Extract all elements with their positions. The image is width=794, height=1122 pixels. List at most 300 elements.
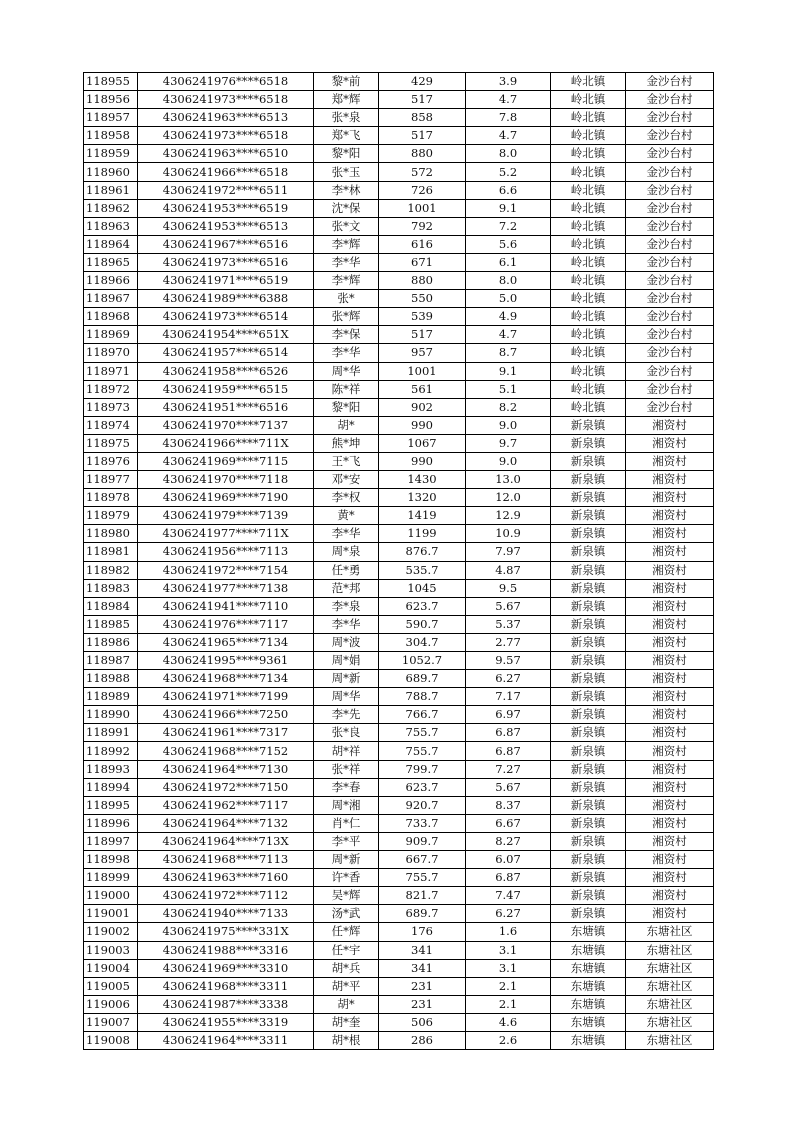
name-cell: 张* [314, 290, 379, 308]
id-number-cell: 4306241953****6519 [138, 199, 314, 217]
serial-no-cell: 118975 [84, 434, 138, 452]
value-cell: 2.6 [466, 1031, 551, 1049]
village-cell: 金沙台村 [626, 290, 714, 308]
id-number-cell: 4306241977****711X [138, 525, 314, 543]
name-cell: 胡*平 [314, 977, 379, 995]
table-row [84, 73, 714, 91]
value-cell: 5.67 [466, 597, 551, 615]
serial-no-cell: 118990 [84, 706, 138, 724]
village-cell: 湘资村 [626, 778, 714, 796]
id-number-cell: 4306241972****7112 [138, 887, 314, 905]
name-cell: 周*新 [314, 851, 379, 869]
name-cell: 沈*保 [314, 199, 379, 217]
amount-cell: 616 [379, 235, 466, 253]
name-cell: 黎*阳 [314, 398, 379, 416]
name-cell: 李*保 [314, 326, 379, 344]
id-number-cell: 4306241966****711X [138, 434, 314, 452]
table-row [84, 217, 714, 235]
serial-no-cell: 118979 [84, 507, 138, 525]
name-cell: 范*邦 [314, 579, 379, 597]
amount-cell: 821.7 [379, 887, 466, 905]
name-cell: 周*泉 [314, 543, 379, 561]
table-row [84, 1013, 714, 1031]
amount-cell: 990 [379, 452, 466, 470]
village-cell: 东塘社区 [626, 941, 714, 959]
value-cell: 9.1 [466, 362, 551, 380]
value-cell: 7.47 [466, 887, 551, 905]
town-cell: 岭北镇 [551, 127, 626, 145]
value-cell: 2.1 [466, 977, 551, 995]
id-number-cell: 4306241967****6516 [138, 235, 314, 253]
value-cell: 9.0 [466, 416, 551, 434]
table-row [84, 724, 714, 742]
table-row [84, 832, 714, 850]
village-cell: 湘资村 [626, 434, 714, 452]
name-cell: 黎*前 [314, 73, 379, 91]
id-number-cell: 4306241970****7137 [138, 416, 314, 434]
table-row [84, 398, 714, 416]
amount-cell: 550 [379, 290, 466, 308]
name-cell: 李*辉 [314, 235, 379, 253]
amount-cell: 517 [379, 91, 466, 109]
table-row [84, 543, 714, 561]
town-cell: 岭北镇 [551, 181, 626, 199]
value-cell: 5.0 [466, 290, 551, 308]
value-cell: 8.2 [466, 398, 551, 416]
table-row [84, 597, 714, 615]
table-row [84, 91, 714, 109]
village-cell: 东塘社区 [626, 923, 714, 941]
town-cell: 新泉镇 [551, 706, 626, 724]
table-row [84, 471, 714, 489]
value-cell: 9.5 [466, 579, 551, 597]
serial-no-cell: 118965 [84, 253, 138, 271]
value-cell: 4.9 [466, 308, 551, 326]
id-number-cell: 4306241976****6518 [138, 73, 314, 91]
value-cell: 4.7 [466, 326, 551, 344]
town-cell: 新泉镇 [551, 452, 626, 470]
serial-no-cell: 118989 [84, 688, 138, 706]
name-cell: 张*玉 [314, 163, 379, 181]
value-cell: 8.0 [466, 272, 551, 290]
value-cell: 6.87 [466, 869, 551, 887]
value-cell: 2.77 [466, 633, 551, 651]
id-number-cell: 4306241977****7138 [138, 579, 314, 597]
value-cell: 4.87 [466, 561, 551, 579]
village-cell: 湘资村 [626, 543, 714, 561]
table-row [84, 507, 714, 525]
village-cell: 东塘社区 [626, 959, 714, 977]
name-cell: 李*辉 [314, 272, 379, 290]
value-cell: 6.07 [466, 851, 551, 869]
town-cell: 岭北镇 [551, 109, 626, 127]
name-cell: 任*勇 [314, 561, 379, 579]
village-cell: 湘资村 [626, 760, 714, 778]
village-cell: 湘资村 [626, 851, 714, 869]
table-row [84, 362, 714, 380]
id-number-cell: 4306241963****6513 [138, 109, 314, 127]
id-number-cell: 4306241963****6510 [138, 145, 314, 163]
amount-cell: 858 [379, 109, 466, 127]
value-cell: 7.27 [466, 760, 551, 778]
town-cell: 新泉镇 [551, 615, 626, 633]
town-cell: 新泉镇 [551, 633, 626, 651]
serial-no-cell: 118957 [84, 109, 138, 127]
town-cell: 岭北镇 [551, 398, 626, 416]
serial-no-cell: 118992 [84, 742, 138, 760]
id-number-cell: 4306241964****7132 [138, 814, 314, 832]
table-row [84, 688, 714, 706]
village-cell: 湘资村 [626, 905, 714, 923]
serial-no-cell: 118981 [84, 543, 138, 561]
table-row [84, 163, 714, 181]
town-cell: 岭北镇 [551, 163, 626, 181]
value-cell: 9.0 [466, 452, 551, 470]
name-cell: 张*良 [314, 724, 379, 742]
id-number-cell: 4306241989****6388 [138, 290, 314, 308]
id-number-cell: 4306241955****3319 [138, 1013, 314, 1031]
amount-cell: 176 [379, 923, 466, 941]
id-number-cell: 4306241972****7154 [138, 561, 314, 579]
value-cell: 4.7 [466, 127, 551, 145]
table-row [84, 814, 714, 832]
town-cell: 新泉镇 [551, 814, 626, 832]
amount-cell: 880 [379, 145, 466, 163]
value-cell: 5.2 [466, 163, 551, 181]
id-number-cell: 4306241988****3316 [138, 941, 314, 959]
value-cell: 6.27 [466, 670, 551, 688]
village-cell: 湘资村 [626, 814, 714, 832]
serial-no-cell: 118985 [84, 615, 138, 633]
serial-no-cell: 119005 [84, 977, 138, 995]
name-cell: 周*湘 [314, 796, 379, 814]
table-row [84, 199, 714, 217]
town-cell: 新泉镇 [551, 416, 626, 434]
town-cell: 东塘镇 [551, 959, 626, 977]
town-cell: 岭北镇 [551, 199, 626, 217]
village-cell: 湘资村 [626, 706, 714, 724]
amount-cell: 535.7 [379, 561, 466, 579]
amount-cell: 1001 [379, 199, 466, 217]
town-cell: 东塘镇 [551, 1013, 626, 1031]
village-cell: 湘资村 [626, 471, 714, 489]
serial-no-cell: 118995 [84, 796, 138, 814]
table-row [84, 561, 714, 579]
table-row [84, 778, 714, 796]
town-cell: 新泉镇 [551, 778, 626, 796]
town-cell: 岭北镇 [551, 380, 626, 398]
value-cell: 9.1 [466, 199, 551, 217]
village-cell: 湘资村 [626, 579, 714, 597]
value-cell: 4.6 [466, 1013, 551, 1031]
id-number-cell: 4306241972****7150 [138, 778, 314, 796]
table-row [84, 452, 714, 470]
village-cell: 金沙台村 [626, 272, 714, 290]
amount-cell: 689.7 [379, 905, 466, 923]
id-number-cell: 4306241966****6518 [138, 163, 314, 181]
name-cell: 张*文 [314, 217, 379, 235]
value-cell: 8.0 [466, 145, 551, 163]
table-row [84, 525, 714, 543]
serial-no-cell: 119007 [84, 1013, 138, 1031]
id-number-cell: 4306241976****7117 [138, 615, 314, 633]
serial-no-cell: 119008 [84, 1031, 138, 1049]
id-number-cell: 4306241966****7250 [138, 706, 314, 724]
value-cell: 6.27 [466, 905, 551, 923]
amount-cell: 957 [379, 344, 466, 362]
village-cell: 湘资村 [626, 561, 714, 579]
serial-no-cell: 118983 [84, 579, 138, 597]
name-cell: 熊*坤 [314, 434, 379, 452]
village-cell: 金沙台村 [626, 308, 714, 326]
town-cell: 东塘镇 [551, 923, 626, 941]
table-row [84, 344, 714, 362]
id-number-cell: 4306241968****7152 [138, 742, 314, 760]
serial-no-cell: 118996 [84, 814, 138, 832]
serial-no-cell: 118971 [84, 362, 138, 380]
id-number-cell: 4306241968****3311 [138, 977, 314, 995]
town-cell: 新泉镇 [551, 905, 626, 923]
serial-no-cell: 118994 [84, 778, 138, 796]
serial-no-cell: 118993 [84, 760, 138, 778]
serial-no-cell: 118991 [84, 724, 138, 742]
town-cell: 岭北镇 [551, 253, 626, 271]
id-number-cell: 4306241973****6518 [138, 127, 314, 145]
name-cell: 汤*武 [314, 905, 379, 923]
table-row [84, 670, 714, 688]
serial-no-cell: 118969 [84, 326, 138, 344]
name-cell: 李*春 [314, 778, 379, 796]
serial-no-cell: 118966 [84, 272, 138, 290]
amount-cell: 506 [379, 1013, 466, 1031]
table-row [84, 290, 714, 308]
serial-no-cell: 118955 [84, 73, 138, 91]
town-cell: 东塘镇 [551, 977, 626, 995]
table-row [84, 434, 714, 452]
town-cell: 新泉镇 [551, 507, 626, 525]
table-row [84, 326, 714, 344]
name-cell: 李*权 [314, 489, 379, 507]
name-cell: 张*辉 [314, 308, 379, 326]
village-cell: 金沙台村 [626, 109, 714, 127]
value-cell: 6.67 [466, 814, 551, 832]
value-cell: 7.17 [466, 688, 551, 706]
id-number-cell: 4306241954****651X [138, 326, 314, 344]
table-row [84, 923, 714, 941]
village-cell: 金沙台村 [626, 253, 714, 271]
id-number-cell: 4306241968****7134 [138, 670, 314, 688]
serial-no-cell: 118961 [84, 181, 138, 199]
id-number-cell: 4306241964****7130 [138, 760, 314, 778]
table-row [84, 706, 714, 724]
village-cell: 湘资村 [626, 887, 714, 905]
id-number-cell: 4306241973****6516 [138, 253, 314, 271]
id-number-cell: 4306241956****7113 [138, 543, 314, 561]
name-cell: 周*新 [314, 670, 379, 688]
village-cell: 东塘社区 [626, 977, 714, 995]
town-cell: 新泉镇 [551, 434, 626, 452]
value-cell: 7.8 [466, 109, 551, 127]
value-cell: 2.1 [466, 995, 551, 1013]
amount-cell: 876.7 [379, 543, 466, 561]
town-cell: 新泉镇 [551, 851, 626, 869]
id-number-cell: 4306241962****7117 [138, 796, 314, 814]
amount-cell: 733.7 [379, 814, 466, 832]
table-row [84, 109, 714, 127]
table-row [84, 416, 714, 434]
value-cell: 4.7 [466, 91, 551, 109]
amount-cell: 880 [379, 272, 466, 290]
id-number-cell: 4306241979****7139 [138, 507, 314, 525]
village-cell: 湘资村 [626, 652, 714, 670]
village-cell: 金沙台村 [626, 181, 714, 199]
serial-no-cell: 119003 [84, 941, 138, 959]
town-cell: 新泉镇 [551, 652, 626, 670]
table-row [84, 905, 714, 923]
amount-cell: 689.7 [379, 670, 466, 688]
town-cell: 岭北镇 [551, 290, 626, 308]
name-cell: 郑*飞 [314, 127, 379, 145]
serial-no-cell: 118987 [84, 652, 138, 670]
amount-cell: 1320 [379, 489, 466, 507]
name-cell: 邓*安 [314, 471, 379, 489]
table-row [84, 127, 714, 145]
id-number-cell: 4306241941****7110 [138, 597, 314, 615]
village-cell: 金沙台村 [626, 163, 714, 181]
village-cell: 金沙台村 [626, 235, 714, 253]
town-cell: 岭北镇 [551, 326, 626, 344]
amount-cell: 304.7 [379, 633, 466, 651]
table-row [84, 959, 714, 977]
name-cell: 黎*阳 [314, 145, 379, 163]
name-cell: 张*泉 [314, 109, 379, 127]
name-cell: 周*华 [314, 688, 379, 706]
id-number-cell: 4306241964****713X [138, 832, 314, 850]
serial-no-cell: 118998 [84, 851, 138, 869]
serial-no-cell: 118977 [84, 471, 138, 489]
amount-cell: 429 [379, 73, 466, 91]
town-cell: 岭北镇 [551, 308, 626, 326]
table-row [84, 615, 714, 633]
name-cell: 任*辉 [314, 923, 379, 941]
amount-cell: 909.7 [379, 832, 466, 850]
village-cell: 湘资村 [626, 416, 714, 434]
id-number-cell: 4306241975****331X [138, 923, 314, 941]
id-number-cell: 4306241957****6514 [138, 344, 314, 362]
amount-cell: 726 [379, 181, 466, 199]
value-cell: 6.97 [466, 706, 551, 724]
table-row [84, 995, 714, 1013]
village-cell: 湘资村 [626, 832, 714, 850]
village-cell: 湘资村 [626, 525, 714, 543]
village-cell: 金沙台村 [626, 380, 714, 398]
serial-no-cell: 118980 [84, 525, 138, 543]
serial-no-cell: 119000 [84, 887, 138, 905]
amount-cell: 561 [379, 380, 466, 398]
village-cell: 金沙台村 [626, 127, 714, 145]
id-number-cell: 4306241959****6515 [138, 380, 314, 398]
amount-cell: 755.7 [379, 869, 466, 887]
name-cell: 李*林 [314, 181, 379, 199]
town-cell: 新泉镇 [551, 887, 626, 905]
value-cell: 3.1 [466, 941, 551, 959]
amount-cell: 755.7 [379, 742, 466, 760]
amount-cell: 231 [379, 977, 466, 995]
amount-cell: 517 [379, 326, 466, 344]
table-row [84, 489, 714, 507]
name-cell: 黄* [314, 507, 379, 525]
amount-cell: 799.7 [379, 760, 466, 778]
amount-cell: 539 [379, 308, 466, 326]
table-row [84, 253, 714, 271]
village-cell: 东塘社区 [626, 1013, 714, 1031]
table-row [84, 941, 714, 959]
id-number-cell: 4306241969****3310 [138, 959, 314, 977]
id-number-cell: 4306241968****7113 [138, 851, 314, 869]
village-cell: 金沙台村 [626, 326, 714, 344]
town-cell: 新泉镇 [551, 724, 626, 742]
name-cell: 周*波 [314, 633, 379, 651]
village-cell: 金沙台村 [626, 145, 714, 163]
amount-cell: 1001 [379, 362, 466, 380]
village-cell: 金沙台村 [626, 398, 714, 416]
town-cell: 岭北镇 [551, 145, 626, 163]
town-cell: 新泉镇 [551, 543, 626, 561]
table-row [84, 851, 714, 869]
name-cell: 张*祥 [314, 760, 379, 778]
town-cell: 岭北镇 [551, 362, 626, 380]
serial-no-cell: 118974 [84, 416, 138, 434]
village-cell: 湘资村 [626, 742, 714, 760]
town-cell: 东塘镇 [551, 995, 626, 1013]
amount-cell: 341 [379, 959, 466, 977]
town-cell: 岭北镇 [551, 217, 626, 235]
name-cell: 王*飞 [314, 452, 379, 470]
serial-no-cell: 118968 [84, 308, 138, 326]
amount-cell: 920.7 [379, 796, 466, 814]
table-row [84, 145, 714, 163]
town-cell: 新泉镇 [551, 688, 626, 706]
name-cell: 李*华 [314, 344, 379, 362]
table-row [84, 869, 714, 887]
village-cell: 湘资村 [626, 670, 714, 688]
table-row [84, 579, 714, 597]
id-number-cell: 4306241965****7134 [138, 633, 314, 651]
name-cell: 郑*辉 [314, 91, 379, 109]
table-body [84, 73, 714, 1050]
name-cell: 吴*辉 [314, 887, 379, 905]
id-number-cell: 4306241964****3311 [138, 1031, 314, 1049]
amount-cell: 902 [379, 398, 466, 416]
amount-cell: 623.7 [379, 597, 466, 615]
name-cell: 胡*兵 [314, 959, 379, 977]
amount-cell: 1430 [379, 471, 466, 489]
town-cell: 新泉镇 [551, 471, 626, 489]
id-number-cell: 4306241971****6519 [138, 272, 314, 290]
value-cell: 1.6 [466, 923, 551, 941]
amount-cell: 667.7 [379, 851, 466, 869]
amount-cell: 671 [379, 253, 466, 271]
town-cell: 新泉镇 [551, 796, 626, 814]
value-cell: 8.7 [466, 344, 551, 362]
value-cell: 5.1 [466, 380, 551, 398]
town-cell: 岭北镇 [551, 344, 626, 362]
table-row [84, 633, 714, 651]
id-number-cell: 4306241963****7160 [138, 869, 314, 887]
value-cell: 3.9 [466, 73, 551, 91]
table-row [84, 652, 714, 670]
amount-cell: 1419 [379, 507, 466, 525]
